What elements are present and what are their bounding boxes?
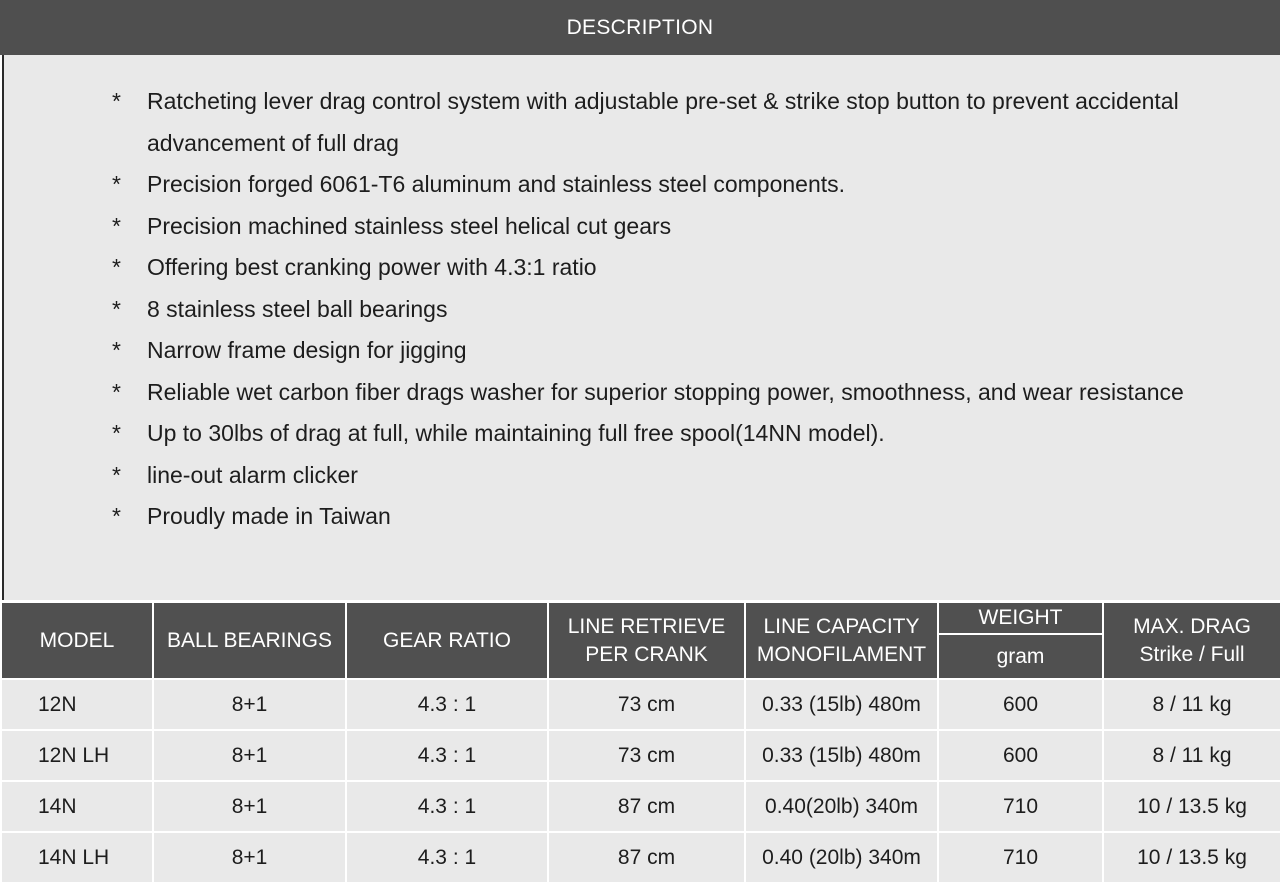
bullet-marker: * <box>112 420 121 446</box>
header-line-retrieve <box>548 602 745 679</box>
spec-table <box>0 601 1280 884</box>
header-line-retrieve-line2: PER CRANK <box>585 642 708 666</box>
header-line-retrieve-line1: LINE RETRIEVE <box>567 614 726 638</box>
cell-model: 14N LH <box>1 832 153 883</box>
table-row <box>1 781 1280 832</box>
cell-weight: 600 <box>938 679 1103 730</box>
cell-gear-ratio: 4.3 : 1 <box>346 781 548 832</box>
bullet-marker: * <box>112 254 121 280</box>
cell-gear-ratio: 4.3 : 1 <box>346 679 548 730</box>
feature-text: line-out alarm clicker <box>147 461 358 488</box>
cell-max-drag: 8 / 11 kg <box>1103 679 1280 730</box>
header-max-drag-line2: Strike / Full <box>1139 642 1245 666</box>
cell-weight: 600 <box>938 730 1103 781</box>
header-max-drag-line1: MAX. DRAG <box>1133 614 1251 638</box>
header-ball-bearings: BALL BEARINGS <box>153 602 346 679</box>
bullet-marker: * <box>112 337 121 363</box>
table-row <box>1 730 1280 781</box>
cell-line-capacity: 0.33 (15lb) 480m <box>745 679 938 730</box>
feature-text: Reliable wet carbon fiber drags washer for superior stopping power, smoothness, and wear resistance <box>147 378 1184 405</box>
list-item <box>112 330 1192 372</box>
table-row <box>1 679 1280 730</box>
list-item <box>112 289 1192 331</box>
bullet-marker: * <box>112 88 121 114</box>
list-item <box>112 164 1192 206</box>
feature-text: Precision forged 6061-T6 aluminum and stainless steel components. <box>147 171 846 197</box>
feature-text: Proudly made in Taiwan <box>147 503 391 529</box>
cell-line-retrieve: 73 cm <box>548 730 745 781</box>
feature-text: Precision machined stainless steel helical cut gears <box>147 212 672 239</box>
spec-table-header <box>1 602 1280 679</box>
feature-list <box>112 81 1192 538</box>
header-weight-unit: gram <box>938 634 1103 679</box>
cell-model: 12N LH <box>1 730 153 781</box>
cell-weight: 710 <box>938 781 1103 832</box>
cell-model: 12N <box>1 679 153 730</box>
feature-text: 8 stainless steel ball bearings <box>147 295 448 322</box>
cell-ball-bearings: 8+1 <box>153 730 346 781</box>
table-row <box>1 832 1280 883</box>
description-header <box>0 0 1280 55</box>
cell-max-drag: 8 / 11 kg <box>1103 730 1280 781</box>
list-item <box>112 81 1192 164</box>
list-item <box>112 206 1192 248</box>
feature-text: Up to 30lbs of drag at full, while maintaining full free spool(14NN model). <box>147 420 885 446</box>
header-max-drag <box>1103 602 1280 679</box>
cell-line-retrieve: 87 cm <box>548 832 745 883</box>
list-item <box>112 247 1192 289</box>
description-title: DESCRIPTION <box>566 15 714 39</box>
spec-table-body <box>1 679 1280 883</box>
feature-text: Ratcheting lever drag control system with adjustable pre-set & strike stop button to prevent accidental advancement of full drag <box>147 88 1179 156</box>
bullet-marker: * <box>112 212 121 239</box>
bullet-marker: * <box>112 171 121 197</box>
description-panel <box>2 55 1280 600</box>
header-line-capacity-line1: LINE CAPACITY <box>763 614 920 638</box>
cell-line-retrieve: 87 cm <box>548 781 745 832</box>
cell-gear-ratio: 4.3 : 1 <box>346 832 548 883</box>
list-item <box>112 413 1192 455</box>
cell-ball-bearings: 8+1 <box>153 832 346 883</box>
cell-weight: 710 <box>938 832 1103 883</box>
cell-line-capacity: 0.33 (15lb) 480m <box>745 730 938 781</box>
cell-max-drag: 10 / 13.5 kg <box>1103 832 1280 883</box>
feature-text: Offering best cranking power with 4.3:1 ratio <box>147 254 597 280</box>
header-line-capacity-line2: MONOFILAMENT <box>756 642 927 666</box>
cell-line-capacity: 0.40(20lb) 340m <box>745 781 938 832</box>
cell-gear-ratio: 4.3 : 1 <box>346 730 548 781</box>
cell-line-capacity: 0.40 (20lb) 340m <box>745 832 938 883</box>
bullet-marker: * <box>112 461 121 488</box>
header-line-capacity <box>745 602 938 679</box>
list-item <box>112 455 1192 497</box>
list-item <box>112 372 1192 414</box>
header-weight: WEIGHT <box>938 602 1103 634</box>
cell-ball-bearings: 8+1 <box>153 781 346 832</box>
cell-model: 14N <box>1 781 153 832</box>
cell-max-drag: 10 / 13.5 kg <box>1103 781 1280 832</box>
cell-ball-bearings: 8+1 <box>153 679 346 730</box>
bullet-marker: * <box>112 378 121 405</box>
bullet-marker: * <box>112 503 121 529</box>
cell-line-retrieve: 73 cm <box>548 679 745 730</box>
header-model: MODEL <box>1 602 153 679</box>
header-gear-ratio: GEAR RATIO <box>346 602 548 679</box>
list-item <box>112 496 1192 538</box>
bullet-marker: * <box>112 295 121 322</box>
feature-text: Narrow frame design for jigging <box>147 337 467 363</box>
